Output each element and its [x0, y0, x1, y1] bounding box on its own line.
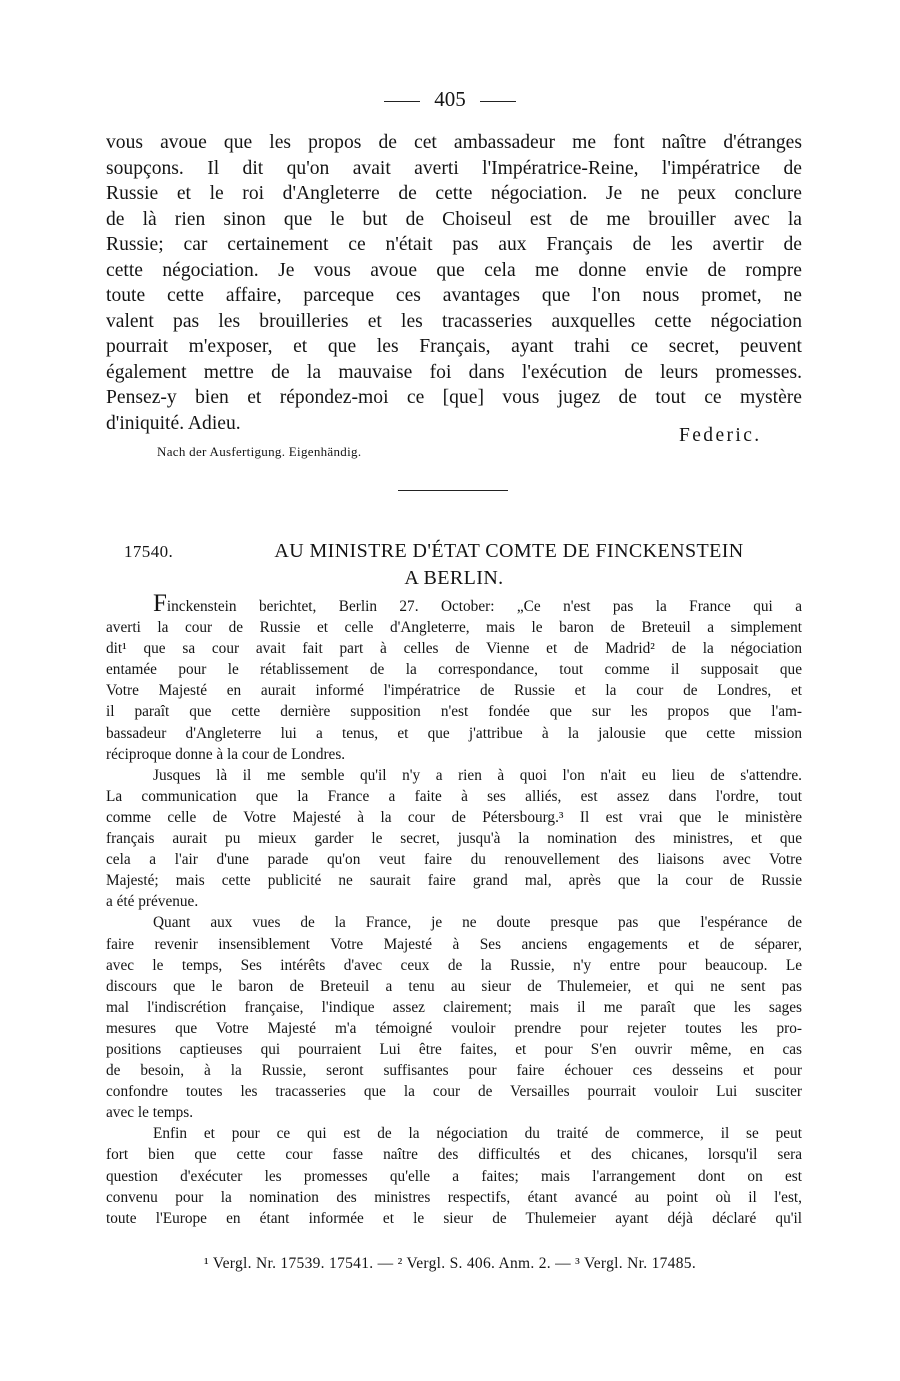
- page-number: [0, 86, 900, 112]
- letter-line: cette négociation. Je vous avoue que cela me donne envie de rompre: [106, 259, 802, 281]
- letter-line: vous avoue que les propos de cet ambassadeur me font naître d'étranges: [106, 132, 802, 153]
- heading-line-1: AU MINISTRE D'ÉTAT COMTE DE FINCKENSTEIN: [274, 540, 744, 562]
- section-separator: [398, 490, 508, 491]
- report-line: a été prévenue.: [106, 893, 199, 911]
- report-line: La communication que la France a faite à ses alliés, est assez dans l'ordre, tout: [106, 787, 802, 805]
- letter-line: valent pas les brouilleries et les tracasseries auxquelles cette négociation: [106, 310, 802, 332]
- report-line: il paraît que cette dernière supposition n'est fondée que sur les propos que l'am-: [106, 703, 802, 721]
- report-line: Votre Majesté en aurait informé l'impératrice de Russie et la cour de Londres, et: [106, 682, 802, 700]
- report-line-text: inckenstein berichtet, Berlin 27. October: „Ce n'est pas la France qui a: [166, 598, 802, 615]
- report-line: mesures que Votre Majesté m'a témoigné vouloir prendre pour rejeter toutes les pro-: [106, 1019, 802, 1037]
- report-line: faire revenir insensiblement Votre Majesté à Ses anciens engagements et de séparer,: [106, 935, 802, 953]
- report-line: Majesté; mais cette publicité ne saurait faire grand mal, après que la cour de Russie: [106, 872, 802, 890]
- report-line: confondre toutes les tracasseries que la cour de Versailles pourrait vouloir Lui susciter: [106, 1083, 802, 1101]
- report-line: dit¹ que sa cour avait fait part à celles de Vienne et de Madrid² de la négociation: [106, 640, 802, 658]
- report-line: français aurait pu mieux garder le secret, jusqu'à la nomination des ministres, et que: [106, 830, 802, 848]
- letter-body: [106, 130, 802, 436]
- report-line: de besoin, à la Russie, seront suffisantes pour faire échouer ces desseins et pour: [106, 1062, 802, 1080]
- letter-line: de là rien sinon que le but de Choiseul est de me brouiller avec la: [106, 208, 802, 230]
- report-line: Quant aux vues de la France, je ne doute presque pas que l'espérance de: [153, 914, 802, 932]
- letter-line: Pensez-y bien et répondez-moi ce [que] vous jugez de tout ce mystère: [106, 387, 802, 408]
- report-line: cela a l'air d'une parade qu'on veut faire du renouvellement des liaisons avec Votre: [106, 851, 802, 869]
- report-line: convenu pour la nomination des ministres respectifs, étant avancé au point où il l'est,: [106, 1188, 802, 1206]
- document-number: 17540.: [124, 542, 174, 561]
- letter-line: soupçons. Il dit qu'on avait averti l'Impératrice-Reine, l'impératrice de: [106, 157, 802, 179]
- report-line: averti la cour de Russie et celle d'Angleterre, mais le baron de Breteuil a simplement: [106, 619, 802, 637]
- report-line: avec le temps, Ses intérêts d'avec ceux de la Russie, n'y entre pour beaucoup. Le: [106, 956, 802, 974]
- letter-line: également mettre de la mauvaise foi dans l'exécution de leurs promesses.: [106, 361, 802, 383]
- page-number-dash-right: [480, 101, 516, 102]
- letter-line: pourrait m'exposer, et que les Français, ayant trahi ce secret, peuvent: [106, 336, 802, 357]
- footnotes: ¹ Vergl. Nr. 17539. 17541. — ² Vergl. S. 406. Anm. 2. — ³ Vergl. Nr. 17485.: [204, 1255, 696, 1272]
- report-line: mal l'indiscrétion française, l'indique assez clairement; mais il me paraît que les sages: [106, 998, 802, 1016]
- letter-line: d'iniquité. Adieu.: [106, 412, 241, 434]
- letter-line: toute cette affaire, parceque ces avantages que l'on nous promet, ne: [106, 285, 802, 306]
- report-line: Jusques là il me semble qu'il n'y a rien à quoi l'on n'ait eu lieu de s'attendre.: [153, 766, 802, 784]
- report-body: [106, 590, 802, 1229]
- report-line: Enfin et pour ce qui est de la négociation du traité de commerce, il se peut: [153, 1125, 802, 1143]
- report-line: entamée pour le rétablissement de la correspondance, tout comme il supposait que: [106, 661, 802, 679]
- page-number-dash-left: [384, 101, 420, 102]
- report-line: positions captieuses qui pourraient Lui être faites, et pour S'en ouvrir même, en cas: [106, 1040, 802, 1058]
- report-line: toute l'Europe en étant informée et le sieur de Thulemeier ayant déjà déclaré qu'il: [106, 1209, 802, 1227]
- section-heading: [106, 538, 802, 592]
- report-line: avec le temps.: [106, 1104, 194, 1122]
- report-line: comme celle de Votre Majesté à la cour de Pétersbourg.³ Il est vrai que le ministère: [106, 808, 802, 826]
- signature: Federic.: [679, 425, 762, 446]
- drop-capital: F: [153, 590, 167, 617]
- report-line: bassadeur d'Angleterre lui a tenus, et que j'attribue à la jalousie que cette mission: [106, 724, 802, 742]
- letter-line: Russie; car certainement ce n'était pas aux Français de les avertir de: [106, 234, 802, 255]
- report-line: discours que le baron de Breteuil a tenu au sieur de Thulemeier, et qui ne sent pas: [106, 977, 802, 995]
- letter-line: Russie et le roi d'Angleterre de cette négociation. Je ne peux conclure: [106, 183, 802, 204]
- report-line: [106, 590, 802, 617]
- report-line: question d'exécuter les promesses qu'elle a faites; mais l'arrangement dont on est: [106, 1167, 802, 1185]
- report-line: réciproque donne à la cour de Londres.: [106, 745, 346, 763]
- heading-line-2: A BERLIN.: [404, 567, 504, 589]
- source-note: Nach der Ausfertigung. Eigenhändig.: [157, 444, 362, 459]
- report-line: fort bien que cette cour fasse naître des difficultés et des chicanes, lorsqu'il sera: [106, 1146, 802, 1164]
- page-number-text: 405: [434, 87, 466, 111]
